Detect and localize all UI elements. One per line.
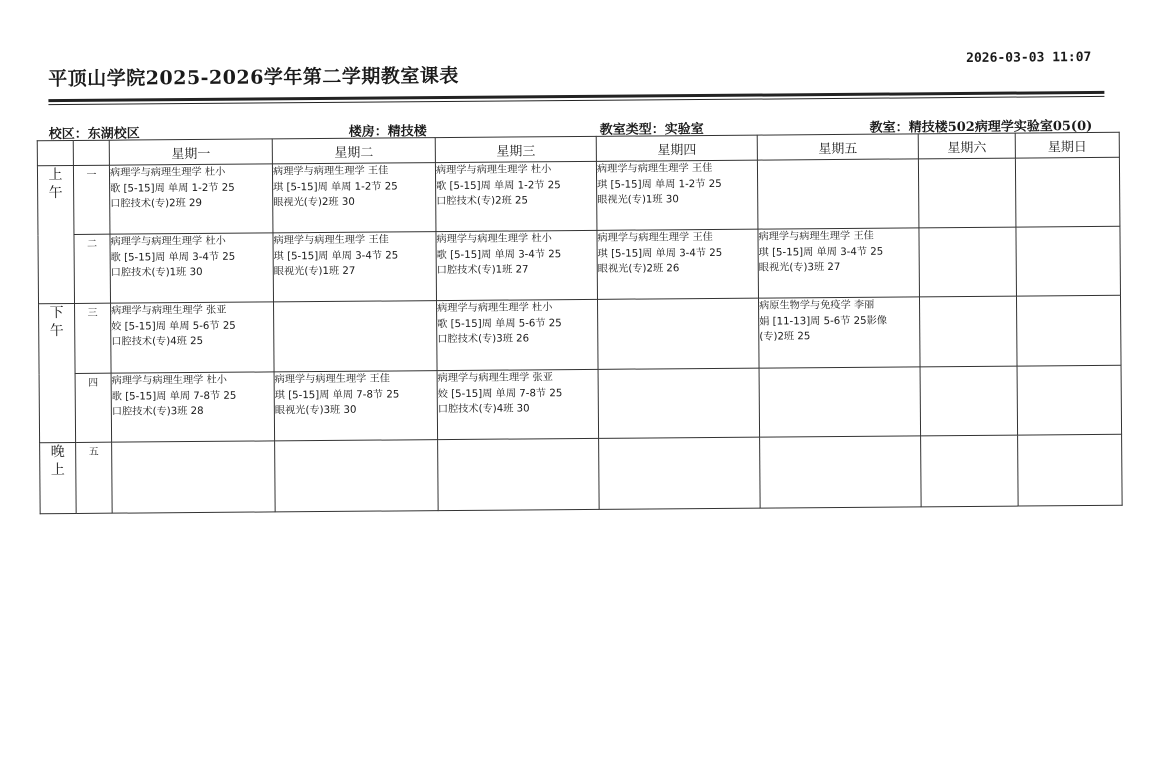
campus-key: 校区：	[48, 126, 88, 143]
period-half-char: 上	[50, 462, 65, 479]
schedule-cell	[596, 160, 758, 230]
course-line: 病理学与病理生理学 杜小	[437, 302, 553, 315]
schedule-cell	[758, 228, 920, 298]
schedule-cell	[598, 368, 760, 438]
col-header: 星期二	[272, 138, 435, 164]
period-slot-label: 二	[74, 234, 111, 303]
course-line: 病理学与病理生理学 杜小	[109, 166, 226, 179]
schedule-cell	[272, 163, 436, 233]
course-line: 病理学与病理生理学 王佳	[597, 231, 713, 244]
course-line: 琪 [5-15]周 单周 3-4节 25	[597, 247, 723, 260]
schedule-cell	[758, 297, 920, 368]
page-title: 平顶山学院2025-2026学年第二学期教室课表	[48, 64, 459, 91]
course-line: 病原生物学与免疫学 李丽	[759, 299, 875, 312]
schedule-cell	[1018, 434, 1123, 506]
course-line: 歌 [5-15]周 单周 1-2节 25	[110, 182, 235, 195]
period-half-label	[40, 442, 77, 513]
schedule-cell	[921, 435, 1019, 507]
course-line: 病理学与病理生理学 杜小	[435, 164, 552, 177]
table-row	[39, 365, 1122, 442]
schedule-cell	[437, 369, 599, 439]
corner-cell-half	[37, 140, 73, 165]
schedule-cell	[759, 367, 921, 437]
schedule-cell	[437, 299, 599, 370]
course-line: 姣 [5-15]周 单周 7-8节 25	[437, 387, 563, 400]
course-line: 病理学与病理生理学 杜小	[111, 374, 227, 387]
course-line: 口腔技术(专)4班 30	[437, 403, 530, 416]
schedule-cell	[760, 436, 922, 508]
course-line: 琪 [5-15]周 单周 1-2节 25	[597, 178, 722, 191]
col-header: 星期一	[109, 139, 272, 165]
course-line: 口腔技术(专)3班 28	[111, 405, 204, 418]
period-half-char: 晚	[50, 444, 65, 461]
period-half-char: 午	[48, 185, 63, 202]
course-line: 眼视光(专)2班 30	[273, 196, 355, 209]
col-header: 星期五	[757, 134, 918, 160]
course-line: (专)2班 25	[759, 331, 811, 343]
course-line: 歌 [5-15]周 单周 1-2节 25	[436, 179, 561, 192]
schedule-cell	[1015, 157, 1120, 227]
schedule-cell	[275, 440, 439, 512]
schedule-cell	[1017, 365, 1122, 435]
course-line: 口腔技术(专)1班 30	[110, 266, 203, 279]
schedule-cell	[597, 298, 759, 369]
schedule-cell	[918, 158, 1016, 228]
col-header: 星期三	[435, 136, 596, 162]
col-header: 星期六	[918, 133, 1015, 159]
schedule-cell	[1016, 295, 1121, 366]
course-line: 病理学与病理生理学 王佳	[272, 165, 389, 178]
course-line: 歌 [5-15]周 单周 3-4节 25	[436, 248, 562, 261]
schedule-cell	[597, 229, 759, 299]
course-line: 眼视光(专)1班 27	[273, 265, 356, 278]
schedule-cell	[111, 302, 275, 373]
course-line: 眼视光(专)1班 30	[597, 194, 679, 206]
course-line: 娟 [11-13]周 5-6节 25影像	[759, 315, 888, 328]
print-timestamp: 2026-03-03 11:07	[966, 49, 1092, 66]
schedule-cell	[919, 227, 1017, 297]
schedule-cell	[435, 161, 597, 231]
timetable-body	[37, 157, 1122, 513]
period-slot-label: 四	[75, 373, 112, 442]
period-half-label	[39, 303, 76, 442]
course-line: 歌 [5-15]周 单周 7-8节 25	[111, 390, 237, 403]
course-line: 病理学与病理生理学 王佳	[758, 230, 874, 243]
period-slot-label: 五	[76, 442, 113, 513]
room-type-value: 实验室	[664, 122, 704, 138]
course-line: 琪 [5-15]周 单周 1-2节 25	[273, 180, 398, 193]
campus-value: 东湖校区	[87, 126, 140, 142]
schedule-cell	[919, 296, 1017, 367]
course-line: 病理学与病理生理学 张亚	[437, 372, 553, 385]
table-row	[39, 295, 1122, 373]
schedule-cell	[920, 366, 1018, 436]
course-line: 琪 [5-15]周 单周 3-4节 25	[758, 246, 884, 259]
course-line: 病理学与病理生理学 杜小	[110, 235, 226, 248]
col-header: 星期日	[1015, 132, 1119, 158]
schedule-cell	[1016, 226, 1121, 296]
corner-cell-slot	[73, 140, 109, 165]
course-line: 眼视光(专)3班 27	[758, 261, 841, 274]
schedule-cell	[274, 371, 438, 441]
building-value: 精技楼	[387, 124, 427, 140]
schedule-cell	[110, 233, 274, 303]
schedule-cell	[273, 232, 437, 302]
course-line: 琪 [5-15]周 单周 7-8节 25	[274, 388, 400, 401]
period-slot-label: 一	[73, 165, 110, 234]
period-half-char: 下	[49, 305, 64, 322]
course-line: 口腔技术(专)4班 25	[111, 335, 204, 348]
course-line: 病理学与病理生理学 张亚	[111, 304, 227, 317]
table-row	[37, 157, 1120, 234]
course-line: 眼视光(专)2班 26	[597, 263, 680, 275]
schedule-cell	[109, 164, 273, 234]
schedule-cell	[274, 301, 438, 372]
course-line: 病理学与病理生理学 杜小	[436, 233, 552, 246]
col-header: 星期四	[596, 135, 757, 161]
course-line: 病理学与病理生理学 王佳	[273, 234, 389, 247]
schedule-cell	[112, 441, 276, 513]
building-key: 楼房：	[348, 124, 388, 140]
course-line: 口腔技术(专)1班 27	[436, 264, 529, 277]
course-line: 琪 [5-15]周 单周 3-4节 25	[273, 249, 399, 262]
course-line: 口腔技术(专)3班 26	[437, 333, 530, 346]
schedule-cell	[438, 438, 600, 510]
schedule-cell	[111, 372, 275, 442]
course-line: 病理学与病理生理学 王佳	[596, 162, 713, 175]
schedule-cell	[757, 159, 919, 229]
course-line: 口腔技术(专)2班 29	[110, 197, 203, 210]
course-line: 姣 [5-15]周 单周 5-6节 25	[111, 320, 236, 333]
timetable	[37, 132, 1123, 514]
course-line: 病理学与病理生理学 王佳	[274, 373, 390, 386]
course-line: 歌 [5-15]周 单周 5-6节 25	[437, 317, 562, 330]
schedule-cell	[436, 230, 598, 300]
course-line: 歌 [5-15]周 单周 3-4节 25	[110, 251, 236, 264]
course-line: 口腔技术(专)2班 25	[436, 195, 529, 208]
period-slot-label: 三	[75, 303, 112, 373]
table-row	[40, 434, 1123, 513]
period-half-char: 午	[49, 323, 64, 340]
room-value: 精技楼502病理学实验室05(0)	[908, 118, 1093, 136]
room-key: 教室：	[869, 120, 909, 136]
room-type-key: 教室类型：	[599, 122, 665, 138]
period-half-label	[37, 165, 74, 303]
course-line: 眼视光(专)3班 30	[274, 404, 357, 417]
table-row	[38, 226, 1121, 303]
schedule-cell	[599, 437, 761, 509]
period-half-char: 上	[48, 167, 63, 184]
